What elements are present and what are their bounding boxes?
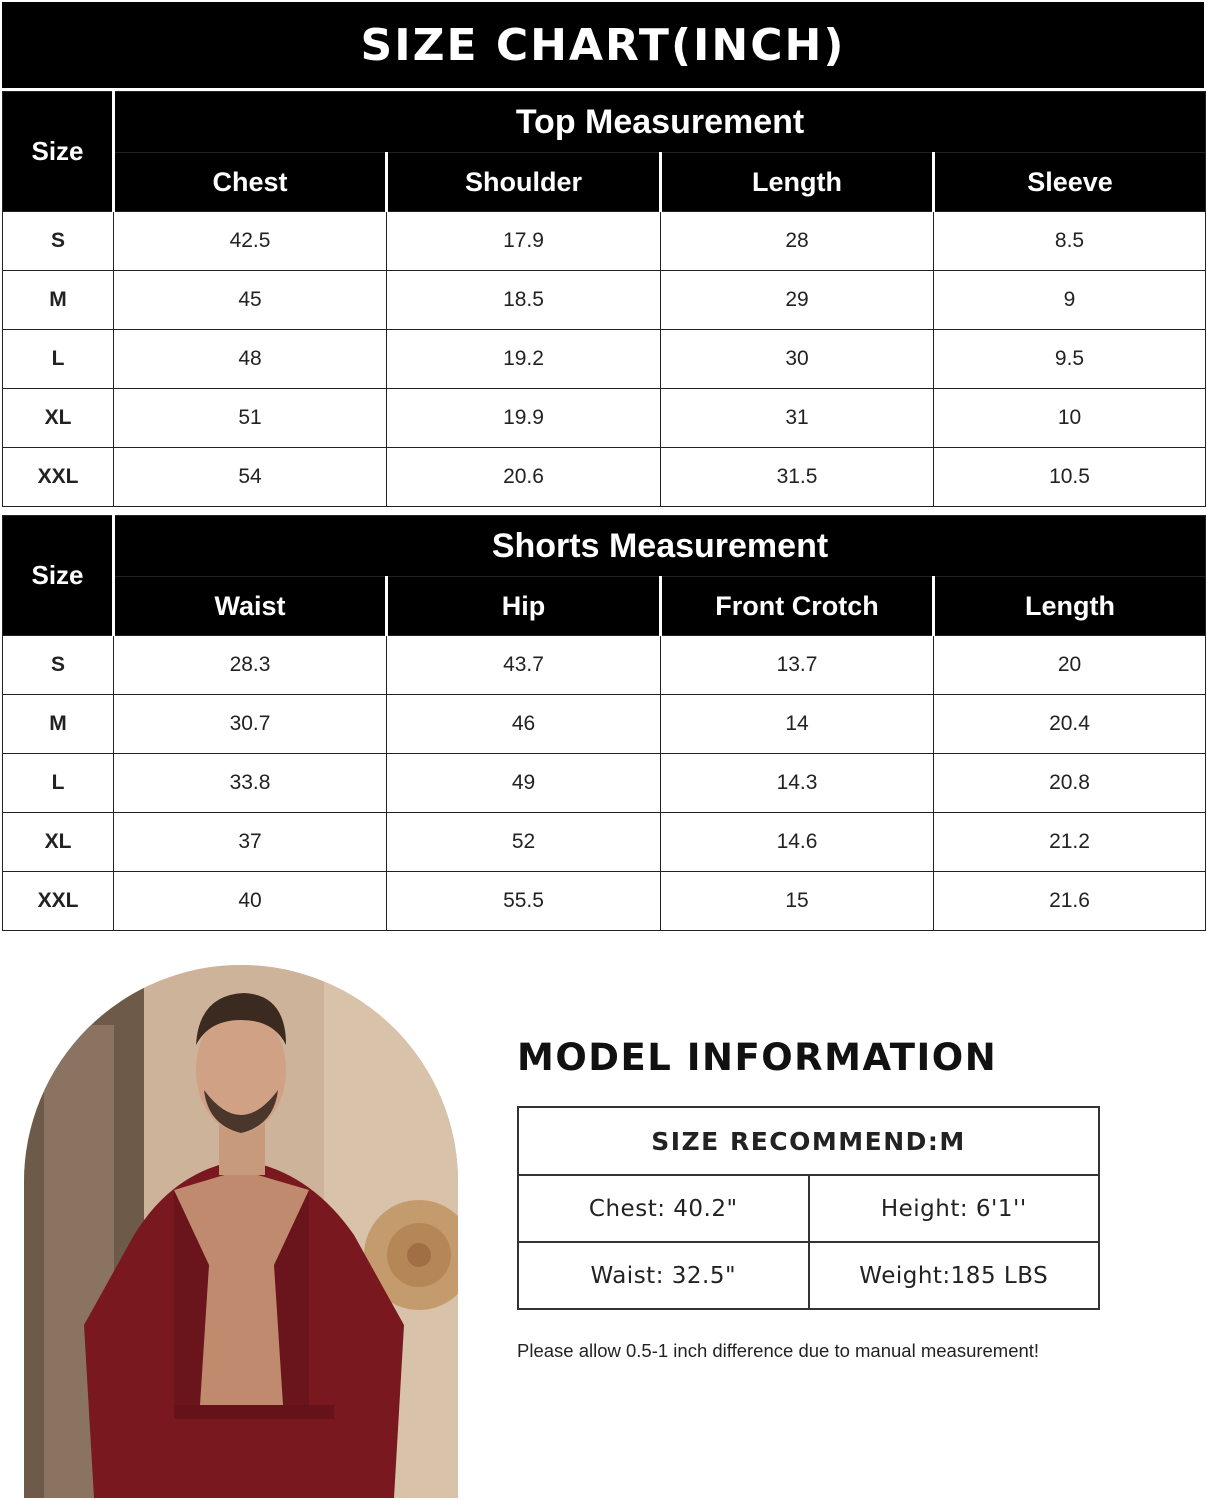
table-row	[3, 754, 1206, 813]
table-cell: 30	[661, 330, 934, 389]
table-cell: 28.3	[114, 636, 387, 695]
size-column-header: Size	[3, 516, 114, 636]
table-cell: 45	[114, 271, 387, 330]
table-row	[3, 636, 1206, 695]
table-row	[3, 330, 1206, 389]
table-cell: 9.5	[934, 330, 1206, 389]
size-cell: L	[3, 330, 114, 389]
table-cell: 17.9	[387, 212, 661, 271]
table-cell: 46	[387, 695, 661, 754]
size-column-header: Size	[3, 92, 114, 212]
table-cell: 42.5	[114, 212, 387, 271]
table-row	[3, 448, 1206, 507]
column-header: Sleeve	[934, 153, 1206, 212]
table-cell: 48	[114, 330, 387, 389]
table-cell: 30.7	[114, 695, 387, 754]
table-cell: 8.5	[934, 212, 1206, 271]
table-cell: 21.6	[934, 872, 1206, 931]
table-cell: 14	[661, 695, 934, 754]
table-cell: 9	[934, 271, 1206, 330]
table-cell: 10	[934, 389, 1206, 448]
table-cell: 33.8	[114, 754, 387, 813]
table-cell: 31	[661, 389, 934, 448]
table-cell: 31.5	[661, 448, 934, 507]
table-cell: 14.6	[661, 813, 934, 872]
shorts-measurement-header: Shorts Measurement	[114, 516, 1206, 577]
table-row	[3, 872, 1206, 931]
column-header: Chest	[114, 153, 387, 212]
table-row	[3, 813, 1206, 872]
table-cell: 20.4	[934, 695, 1206, 754]
table-cell: 19.9	[387, 389, 661, 448]
table-cell: 14.3	[661, 754, 934, 813]
table-cell: 20.8	[934, 754, 1206, 813]
table-cell: 20.6	[387, 448, 661, 507]
table-cell: 51	[114, 389, 387, 448]
table-cell: 19.2	[387, 330, 661, 389]
size-cell: S	[3, 212, 114, 271]
column-header: Front Crotch	[661, 577, 934, 636]
column-header: Hip	[387, 577, 661, 636]
size-recommend: SIZE RECOMMEND:M	[518, 1107, 1099, 1175]
table-row	[3, 695, 1206, 754]
size-cell: XXL	[3, 448, 114, 507]
model-information-title: MODEL INFORMATION	[517, 1036, 998, 1079]
model-weight: Weight:185 LBS	[809, 1242, 1100, 1309]
table-cell: 28	[661, 212, 934, 271]
column-header: Length	[934, 577, 1206, 636]
column-header: Waist	[114, 577, 387, 636]
page-title: SIZE CHART(INCH)	[2, 2, 1204, 88]
size-cell: M	[3, 695, 114, 754]
table-cell: 43.7	[387, 636, 661, 695]
size-cell: M	[3, 271, 114, 330]
table-cell: 18.5	[387, 271, 661, 330]
size-cell: XXL	[3, 872, 114, 931]
table-cell: 37	[114, 813, 387, 872]
table-row	[3, 271, 1206, 330]
model-waist: Waist: 32.5"	[518, 1242, 809, 1309]
table-cell: 40	[114, 872, 387, 931]
table-cell: 10.5	[934, 448, 1206, 507]
column-header: Shoulder	[387, 153, 661, 212]
table-row	[3, 389, 1206, 448]
table-cell: 20	[934, 636, 1206, 695]
top-measurement-header: Top Measurement	[114, 92, 1206, 153]
table-row	[3, 212, 1206, 271]
table-cell: 55.5	[387, 872, 661, 931]
table-cell: 15	[661, 872, 934, 931]
table-cell: 54	[114, 448, 387, 507]
table-cell: 21.2	[934, 813, 1206, 872]
size-cell: L	[3, 754, 114, 813]
model-photo	[24, 965, 458, 1498]
table-cell: 13.7	[661, 636, 934, 695]
column-header: Length	[661, 153, 934, 212]
model-chest: Chest: 40.2"	[518, 1175, 809, 1242]
table-cell: 49	[387, 754, 661, 813]
table-cell: 52	[387, 813, 661, 872]
measurement-note: Please allow 0.5-1 inch difference due to manual measurement!	[517, 1340, 1040, 1361]
model-information-table	[517, 1106, 1100, 1310]
top-measurement-table	[2, 91, 1206, 507]
table-cell: 29	[661, 271, 934, 330]
size-cell: XL	[3, 813, 114, 872]
shorts-measurement-table	[2, 515, 1206, 931]
size-cell: S	[3, 636, 114, 695]
model-height: Height: 6'1''	[809, 1175, 1100, 1242]
size-cell: XL	[3, 389, 114, 448]
